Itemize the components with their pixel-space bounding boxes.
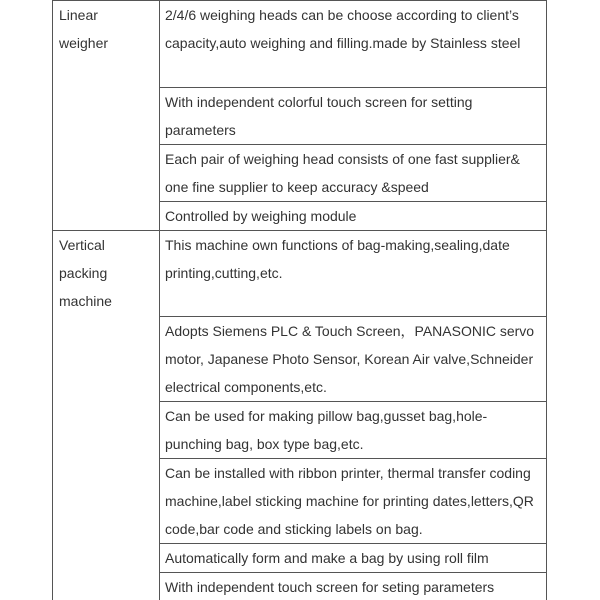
category-label: Vertical packing machine [59, 237, 112, 309]
spec-table [52, 0, 547, 600]
category-cell-vertical-packing-machine [53, 231, 160, 600]
description-text: Each pair of weighing head consists of one fast supplier& one fine supplier to keep accuracy &speed [165, 151, 520, 195]
table-row [53, 1, 547, 88]
description-cell [160, 573, 547, 600]
description-text: Can be used for making pillow bag,gusset bag,hole-punching bag, box type bag,etc. [165, 408, 488, 452]
description-text: Adopts Siemens PLC & Touch Screen，PANASONIC servo motor, Japanese Photo Sensor, Korean Air valve,Schneider electrical components,etc. [165, 323, 535, 395]
description-text: This machine own functions of bag-making,sealing,date printing,cutting,etc. [165, 237, 510, 281]
description-cell [160, 459, 547, 544]
description-text: With independent touch screen for seting parameters [165, 579, 495, 595]
category-cell-linear-weigher [53, 1, 160, 231]
description-cell [160, 231, 547, 317]
description-cell [160, 317, 547, 402]
description-text: Can be installed with ribbon printer, thermal transfer coding machine,label sticking machine for printing dates,letters,QR code,bar code and sticking labels on bag. [165, 465, 534, 537]
description-text: With independent colorful touch screen for setting parameters [165, 94, 473, 138]
description-text: Automatically form and make a bag by using roll film [165, 550, 489, 566]
table-row [53, 231, 547, 317]
description-cell [160, 544, 547, 573]
description-text: Controlled by weighing module [165, 208, 357, 224]
description-cell [160, 88, 547, 145]
description-text: 2/4/6 weighing heads can be choose according to client’s capacity,auto weighing and filling.made by Stainless steel [165, 7, 521, 51]
category-label: Linear weigher [59, 7, 109, 51]
description-cell [160, 202, 547, 231]
description-cell [160, 402, 547, 459]
description-cell [160, 1, 547, 88]
description-cell [160, 145, 547, 202]
